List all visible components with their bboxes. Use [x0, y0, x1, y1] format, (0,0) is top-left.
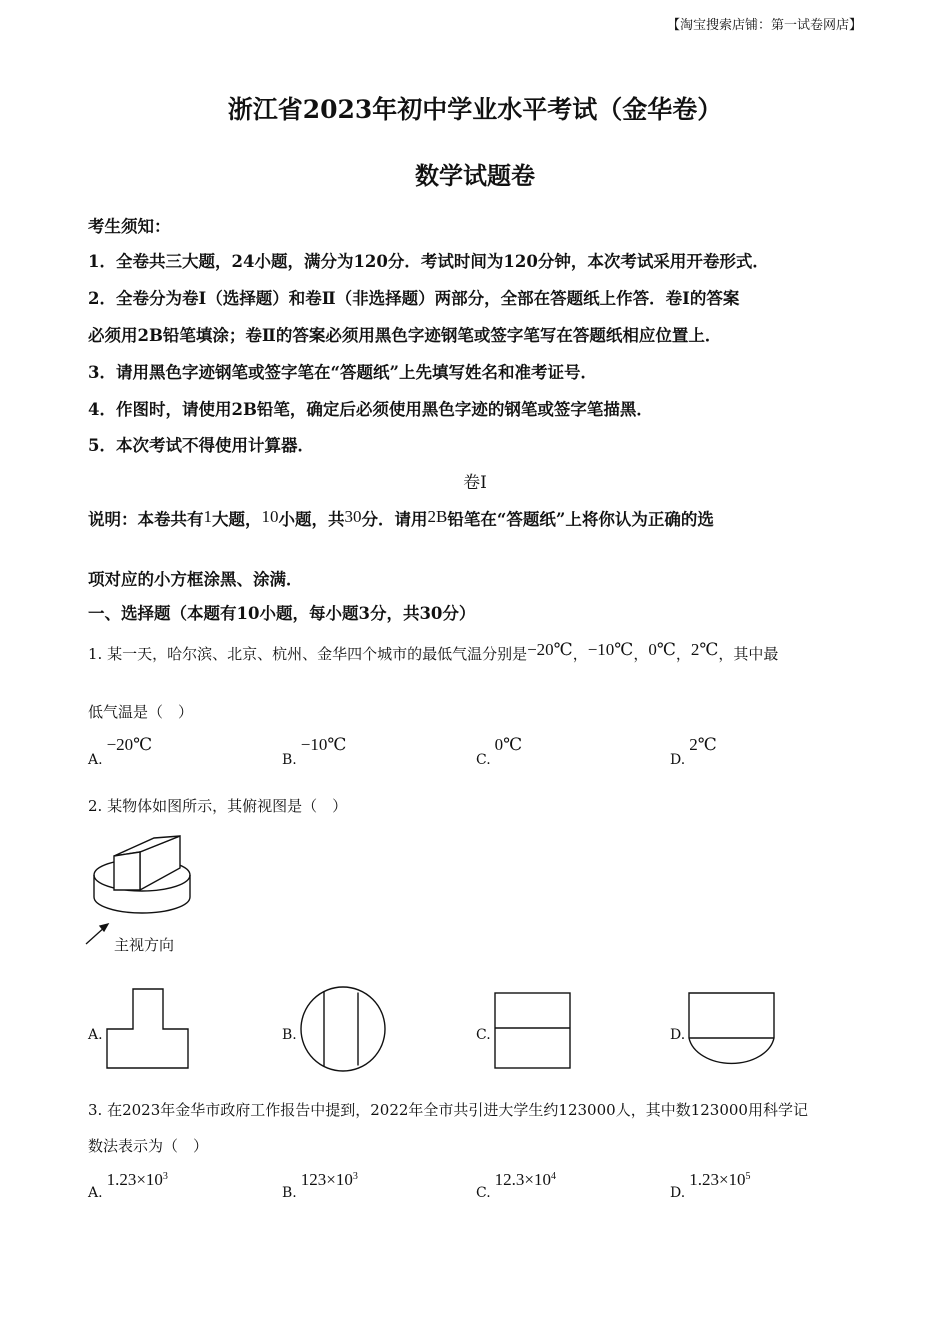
notice-line-4: 4．作图时，请使用2B铅笔，确定后必须使用黑色字迹的钢笔或签字笔描黑． — [88, 400, 653, 419]
q3-stem-cont: 数法表示为（ ） — [88, 1137, 209, 1155]
section-title: 卷Ⅰ — [463, 473, 487, 493]
q3-option-a[interactable]: $A.1.23\times 10^3$ — [88, 1170, 168, 1201]
notice-line-2a: 2．全卷分为卷Ⅰ（选择题）和卷Ⅱ（非选择题）两部分，全部在答题纸上作答．卷Ⅰ的答案 — [88, 289, 740, 308]
q3-option-b[interactable]: $B.123\times 10^3$ — [282, 1170, 358, 1201]
explain-line-2: 项对应的小方框涂黑、涂满． — [88, 570, 303, 589]
object-3d-figure — [80, 822, 210, 952]
notice-heading: 考生须知： — [88, 217, 171, 236]
notice-line-5: 5．本次考试不得使用计算器． — [88, 436, 314, 455]
q2-stem: 2. 某物体如图所示，其俯视图是（ ） — [88, 797, 348, 815]
page-title: 浙江省2023年初中学业水平考试（金华卷） — [227, 95, 723, 124]
q3-option-d[interactable]: $D.1.23\times 10^5$ — [670, 1170, 751, 1201]
part-title: 一、选择题（本题有10小题，每小题3分，共30分） — [88, 604, 476, 623]
q3-option-c[interactable]: $C.12.3\times 10^4$ — [476, 1170, 557, 1201]
q2-option-a-figure[interactable] — [106, 988, 190, 1070]
q2-option-c-figure[interactable] — [494, 992, 572, 1070]
q2-option-d-figure[interactable] — [688, 992, 776, 1070]
q2-option-d-label[interactable]: D. — [670, 1027, 686, 1043]
q3-stem: 3. 在2023年金华市政府工作报告中提到，2022年全市共引进大学生约123000人，其中数123000用科学记 — [88, 1101, 808, 1119]
notice-line-2b: 必须用2B铅笔填涂；卷Ⅱ的答案必须用黑色字迹钢笔或签字笔写在答题纸相应位置上． — [88, 326, 722, 345]
q1-option-d[interactable]: D.2℃ — [670, 735, 717, 768]
notice-line-3: 3．请用黑色字迹钢笔或签字笔在“答题纸”上先填写姓名和准考证号． — [88, 363, 597, 382]
notice-line-1: 1．全卷共三大题，24小题，满分为120分．考试时间为120分钟，本次考试采用开卷形式． — [88, 252, 769, 271]
page-subtitle: 数学试题卷 — [415, 161, 535, 190]
q1-stem: 1. 某一天，哈尔滨、北京、杭州、金华四个城市的最低气温分别是−20℃，−10℃，0℃，2℃，其中最 — [88, 640, 779, 663]
watermark: 【淘宝搜索店铺：第一试卷网店】 — [666, 18, 862, 33]
direction-label: 主视方向 — [114, 936, 175, 954]
q2-option-c-label[interactable]: C. — [476, 1027, 491, 1043]
q1-option-b[interactable]: B.−10℃ — [282, 735, 347, 768]
q1-option-c[interactable]: C.0℃ — [476, 735, 523, 768]
q2-option-b-figure[interactable] — [299, 985, 389, 1075]
q2-option-b-label[interactable]: B. — [282, 1027, 297, 1043]
explain-line-1: 说明：本卷共有1大题，10小题，共30分．请用2B铅笔在“答题纸”上将你认为正确的选 — [88, 507, 714, 529]
q2-option-a-label[interactable]: A. — [88, 1027, 103, 1043]
q1-option-a[interactable]: A.−20℃ — [88, 735, 153, 768]
q1-stem-cont: 低气温是（ ） — [88, 703, 194, 721]
